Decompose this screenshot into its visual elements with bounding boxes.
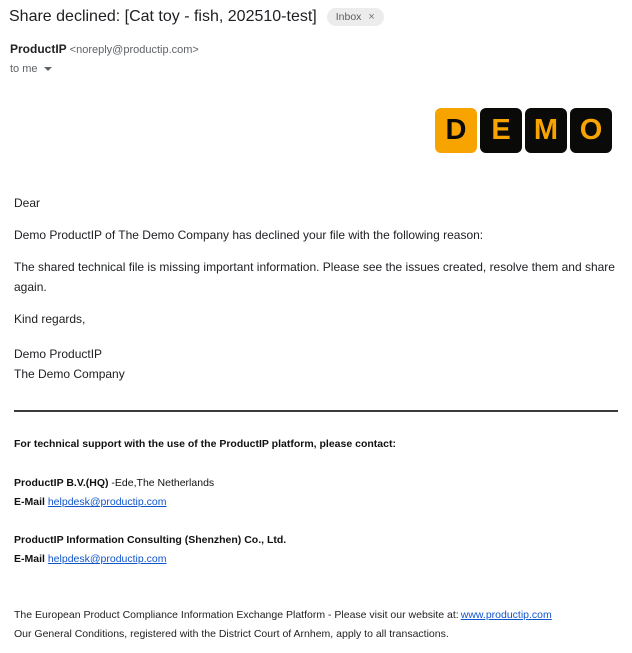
support-office-shenzhen [14,531,618,569]
logo-tile-e: E [480,108,522,153]
signature [14,344,616,384]
signature-company: The Demo Company [14,367,125,381]
sender-name: ProductIP [10,42,67,56]
office-name: ProductIP Information Consulting (Shenzhen) Co., Ltd. [14,534,287,546]
office-name-line [14,531,618,550]
recipient-toggle[interactable] [0,58,632,75]
message-body [0,193,632,384]
email-footer [0,606,632,644]
logo-tile-d: D [435,108,477,153]
decline-intro: Demo ProductIP of The Demo Company has declined your file with the following reason: [14,228,484,242]
office-name-line [14,474,618,493]
office-email-line [14,493,618,512]
footer-conditions-line: Our General Conditions, registered with the District Court of Arnhem, apply to all transactions. [14,628,449,640]
logo-tile-m: M [525,108,567,153]
helpdesk-email-link[interactable]: helpdesk@productip.com [47,496,167,508]
office-name: ProductIP B.V.(HQ) [14,477,109,489]
support-office-hq [14,474,618,512]
email-label: E-Mail [14,496,45,508]
office-email-line [14,550,618,569]
logo-tile-o: O [570,108,612,153]
email-subject: Share declined: [Cat toy - fish, 202510-test] [9,8,317,25]
chevron-down-icon [44,67,52,71]
email-header [0,0,632,26]
email-label: E-Mail [14,553,45,565]
inbox-label-chip[interactable] [327,8,384,26]
signature-divider [14,410,618,412]
office-location: -Ede,The Netherlands [108,477,215,489]
inbox-label-text: Inbox [335,11,362,23]
closing: Kind regards, [14,312,86,326]
support-section [0,437,632,569]
support-heading: For technical support with the use of the ProductIP platform, please contact: [14,438,396,450]
footer-platform-text: The European Product Compliance Information Exchange Platform - Please visit our website at: [14,609,459,621]
recipient-label: to me [10,63,38,75]
greeting: Dear [14,196,41,210]
sender-email: <noreply@productip.com> [69,44,199,56]
footer-platform-line [14,606,618,625]
signature-name: Demo ProductIP [14,347,103,361]
website-link[interactable]: www.productip.com [460,609,552,621]
helpdesk-email-link[interactable]: helpdesk@productip.com [47,553,167,565]
demo-logo [0,108,612,153]
sender-row [0,26,632,58]
decline-reason: The shared technical file is missing important information. Please see the issues created, resolve them and share again. [14,260,615,294]
remove-label-icon[interactable]: × [368,10,375,23]
